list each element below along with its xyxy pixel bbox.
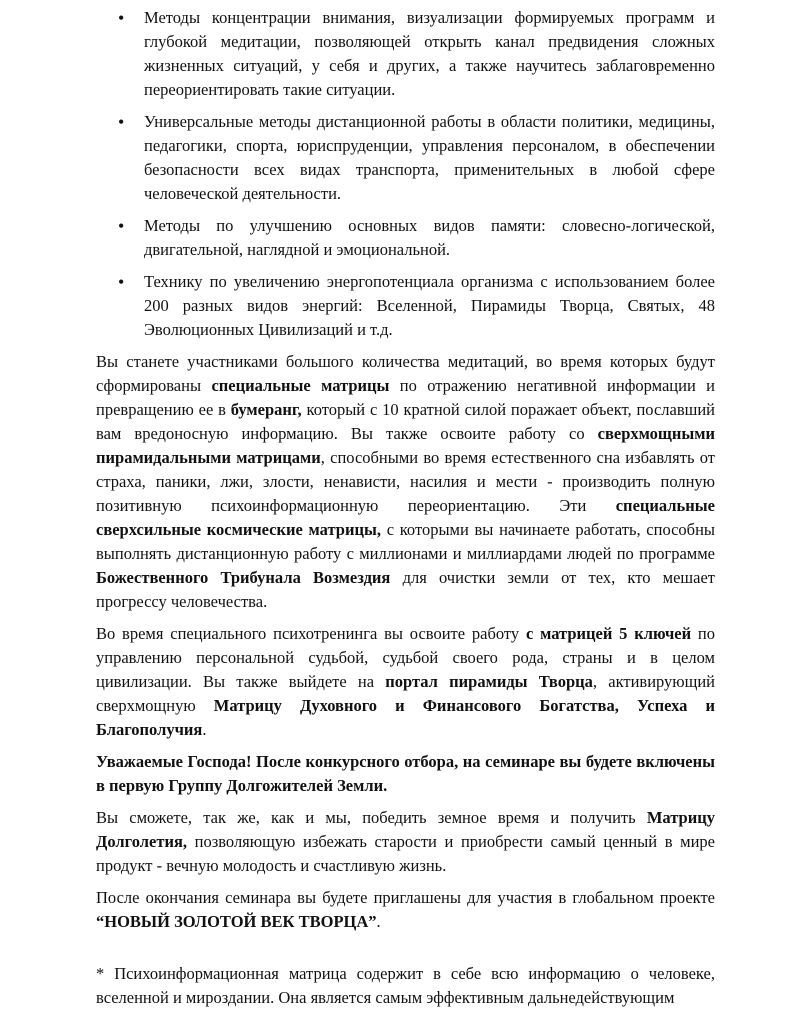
methods-list (96, 6, 715, 342)
text-run: Во время специального психотренинга вы освоите работу (96, 624, 526, 643)
bold-run: с матрицей 5 ключей (525, 624, 692, 643)
bold-run: Уважаемые Господа! После конкурсного отбора, на семинаре вы будете включены в первую Группу Долгожителей Земли. (96, 752, 715, 795)
bold-run: специальные матрицы (211, 376, 390, 395)
text-run: , активирующий сверхмощную (96, 672, 716, 715)
text-run: Вы сможете, так же, как и мы, победить земное время и получить (96, 808, 647, 827)
text-run: по отражению негативной информации и превращению ее в (96, 376, 715, 419)
bold-run: бумеранг, (230, 400, 302, 419)
paragraph-longevity (96, 806, 715, 878)
document-page (96, 6, 715, 1010)
text-run: , способными во время естественного сна избавлять от страха, паники, лжи, злости, ненависти, насилия и мести - производить полную позитивную психоинформационную переориентацию. Эти (96, 448, 715, 515)
paragraph-project (96, 886, 715, 934)
text-run: . (376, 912, 381, 931)
text-run: . (202, 720, 207, 739)
bold-run: Матрицу Долголетия, (96, 808, 715, 851)
text-run: который с 10 кратной силой поражает объект, пославший вам вредоносную информацию. Вы также освоите работу со (96, 400, 715, 443)
text-run: После окончания семинара вы будете приглашены для участия в глобальном проекте (96, 888, 715, 907)
text-run: Вы станете участниками большого количества медитаций, во время которых будут сформированы (96, 352, 715, 395)
list-item: • Технику по увеличению энергопотенциала организма с использованием более 200 разных видов энергий: Вселенной, Пирамиды Творца, Святых, 48 Эволюционных Цивилизаций и т.д. (96, 270, 715, 342)
bold-run: Матрицу Духовного и Финансового Богатства, Успеха и Благополучия (96, 696, 715, 739)
text-run: позволяющую избежать старости и приобрести самый ценный в мире продукт - вечную молодость и счастливую жизнь. (96, 832, 715, 875)
paragraph-address (96, 750, 715, 798)
bold-run: портал пирамиды Творца (385, 672, 593, 691)
text-run: для очистки земли от тех, кто мешает прогрессу человечества. (96, 568, 715, 611)
list-item: • Универсальные методы дистанционной работы в области политики, медицины, педагогики, спорта, юриспруденции, управления персоналом, в обеспечении безопасности всех видах транспорта, применительных в любой сфере человеческой деятельности. (96, 110, 715, 206)
list-item: • Методы концентрации внимания, визуализации формируемых программ и глубокой медитации, позволяющей открыть канал предвидения сложных жизненных ситуаций, у себя и других, а также научитесь заблаговременно переориентировать такие ситуации. (96, 6, 715, 102)
text-run: с которыми вы начинаете работать, способны выполнять дистанционную работу с миллионами и миллиардами людей по программе (96, 520, 715, 563)
paragraph-matrices (96, 350, 715, 614)
footnote: * Психоинформационная матрица содержит в себе всю информацию о человеке, вселенной и мироздании. Она является самым эффективным дальнедействующим (96, 964, 715, 1007)
list-item: • Методы по улучшению основных видов памяти: словесно-логической, двигательной, наглядной и эмоциональной. (96, 214, 715, 262)
text-run: по управлению персональной судьбой, судьбой своего рода, страны и в целом цивилизации. Вы также выйдете на (96, 624, 715, 691)
bold-run: сверхмощными пирамидальными матрицами (96, 424, 715, 467)
bold-run: Божественного Трибунала Возмездия (96, 568, 391, 587)
paragraph-psychotraining (96, 622, 715, 742)
bold-run: “НОВЫЙ ЗОЛОТОЙ ВЕК ТВОРЦА” (96, 912, 377, 931)
bold-run: специальные сверхсильные космические матрицы, (96, 496, 715, 539)
